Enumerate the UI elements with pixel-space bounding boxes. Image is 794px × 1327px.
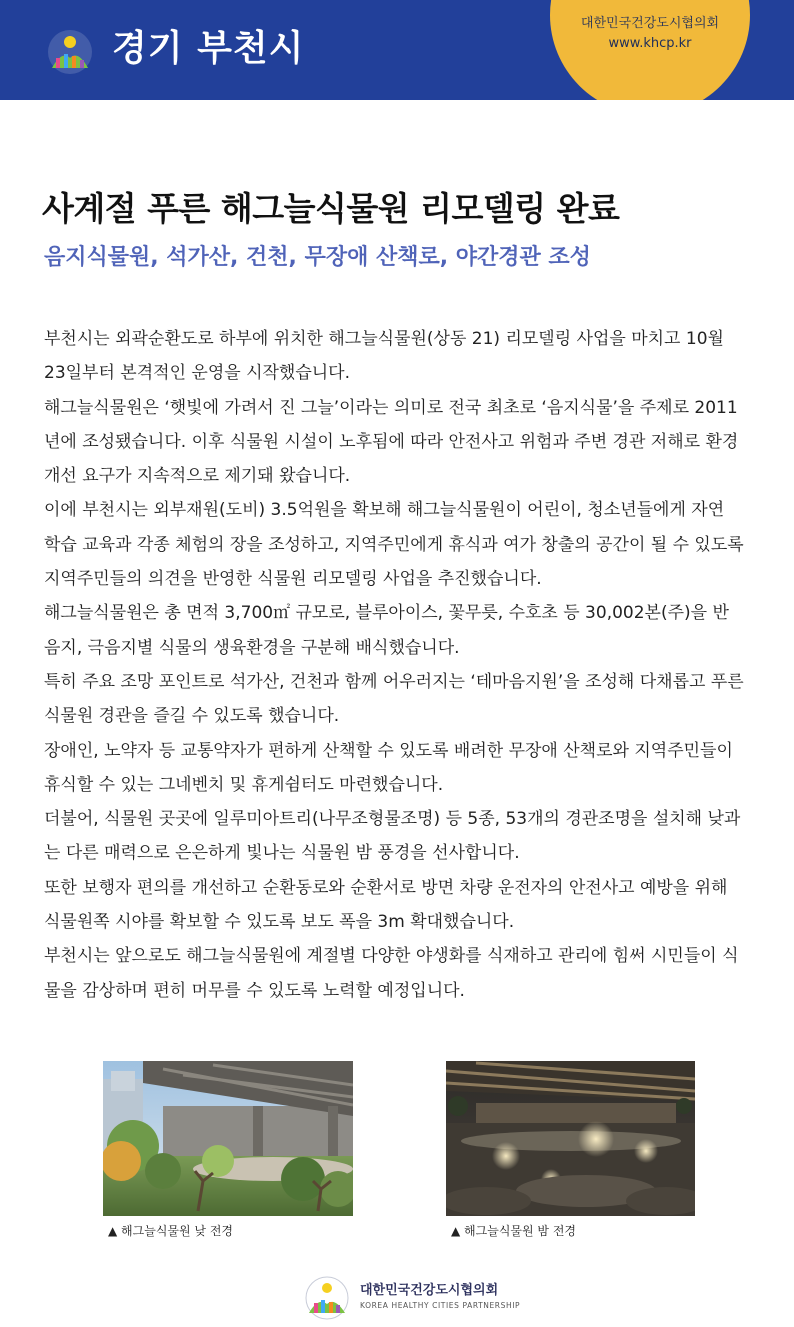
org-name: 대한민국건강도시협의회 [580, 16, 720, 31]
paragraph: 부천시는 앞으로도 해그늘식물원에 계절별 다양한 야생화를 식재하고 관리에 힘써 시민들이 식물을 감상하며 편히 머무를 수 있도록 노력할 예정입니다. [44, 946, 739, 1001]
paragraph: 해그늘식물원은 ‘햇빛에 가려서 진 그늘’이라는 의미로 전국 최초로 ‘음지식물’을 주제로 2011년에 조성됐습니다. 이후 식물원 시설이 노후됨에 따라 안전사고 위험과 주변 경관 저해로 환경 개선 요구가 지속적으로 제기돼 왔습니다. [44, 397, 739, 487]
paragraph: 장애인, 노약자 등 교통약자가 편하게 산책할 수 있도록 배려한 무장애 산책로와 지역주민들이 휴식할 수 있는 그네벤치 및 휴게쉼터도 마련했습니다. [44, 740, 733, 795]
org-logo-icon [302, 1275, 352, 1321]
paragraph: 부천시는 외곽순환도로 하부에 위치한 해그늘식물원(상동 21) 리모델링 사업을 마치고 10월 23일부터 본격적인 운영을 시작했습니다. [44, 329, 724, 384]
garden-day-photo [103, 1061, 353, 1216]
article-subtitle: 음지식물원, 석가산, 건천, 무장애 산책로, 야간경관 조성 [44, 245, 591, 270]
garden-night-photo [446, 1061, 695, 1216]
org-badge-text [560, 14, 740, 54]
city-logo-icon [44, 28, 96, 76]
city-title: 경기 부천시 [112, 28, 305, 69]
day-photo-caption: ▲ 해그늘식물원 낮 전경 [108, 1224, 234, 1238]
night-photo-caption: ▲ 해그늘식물원 밤 전경 [451, 1224, 577, 1238]
org-url[interactable]: www.khcp.kr [608, 36, 692, 51]
article-headline: 사계절 푸른 해그늘식물원 리모델링 완료 [42, 189, 620, 228]
article-body [44, 322, 744, 1008]
footer-org-name: 대한민국건강도시협의회 [360, 1283, 499, 1298]
footer-org-english: KOREA HEALTHY CITIES PARTNERSHIP [360, 1301, 521, 1310]
paragraph: 또한 보행자 편의를 개선하고 순환동로와 순환서로 방면 차량 운전자의 안전사고 예방을 위해 식물원쪽 시야를 확보할 수 있도록 보도 폭을 3m 확대했습니다. [44, 877, 728, 933]
paragraph: 더불어, 식물원 곳곳에 일루미아트리(나무조형물조명) 등 5종, 53개의 경관조명을 설치해 낮과는 다른 매력으로 은은하게 빛나는 식물원 밤 풍경을 선사합니다. [44, 809, 741, 864]
paragraph: 이에 부천시는 외부재원(도비) 3.5억원을 확보해 해그늘식물원이 어린이, 청소년들에게 자연 학습 교육과 각종 체험의 장을 조성하고, 지역주민에게 휴식과 여가 창출의 공간이 될 수 있도록 지역주민들의 의견을 반영한 식물원 리모델링 사업을 추진했습니다. [44, 500, 744, 590]
paragraph: 해그늘식물원은 총 면적 3,700㎡ 규모로, 블루아이스, 꽃무릇, 수호초 등 30,002본(주)을 반음지, 극음지별 식물의 생육환경을 구분해 배식했습니다. [44, 603, 729, 658]
paragraph: 특히 주요 조망 포인트로 석가산, 건천과 함께 어우러지는 ‘테마음지원’을 조성해 다채롭고 푸른 식물원 경관을 즐길 수 있도록 했습니다. [44, 671, 744, 727]
header-banner [0, 0, 794, 100]
